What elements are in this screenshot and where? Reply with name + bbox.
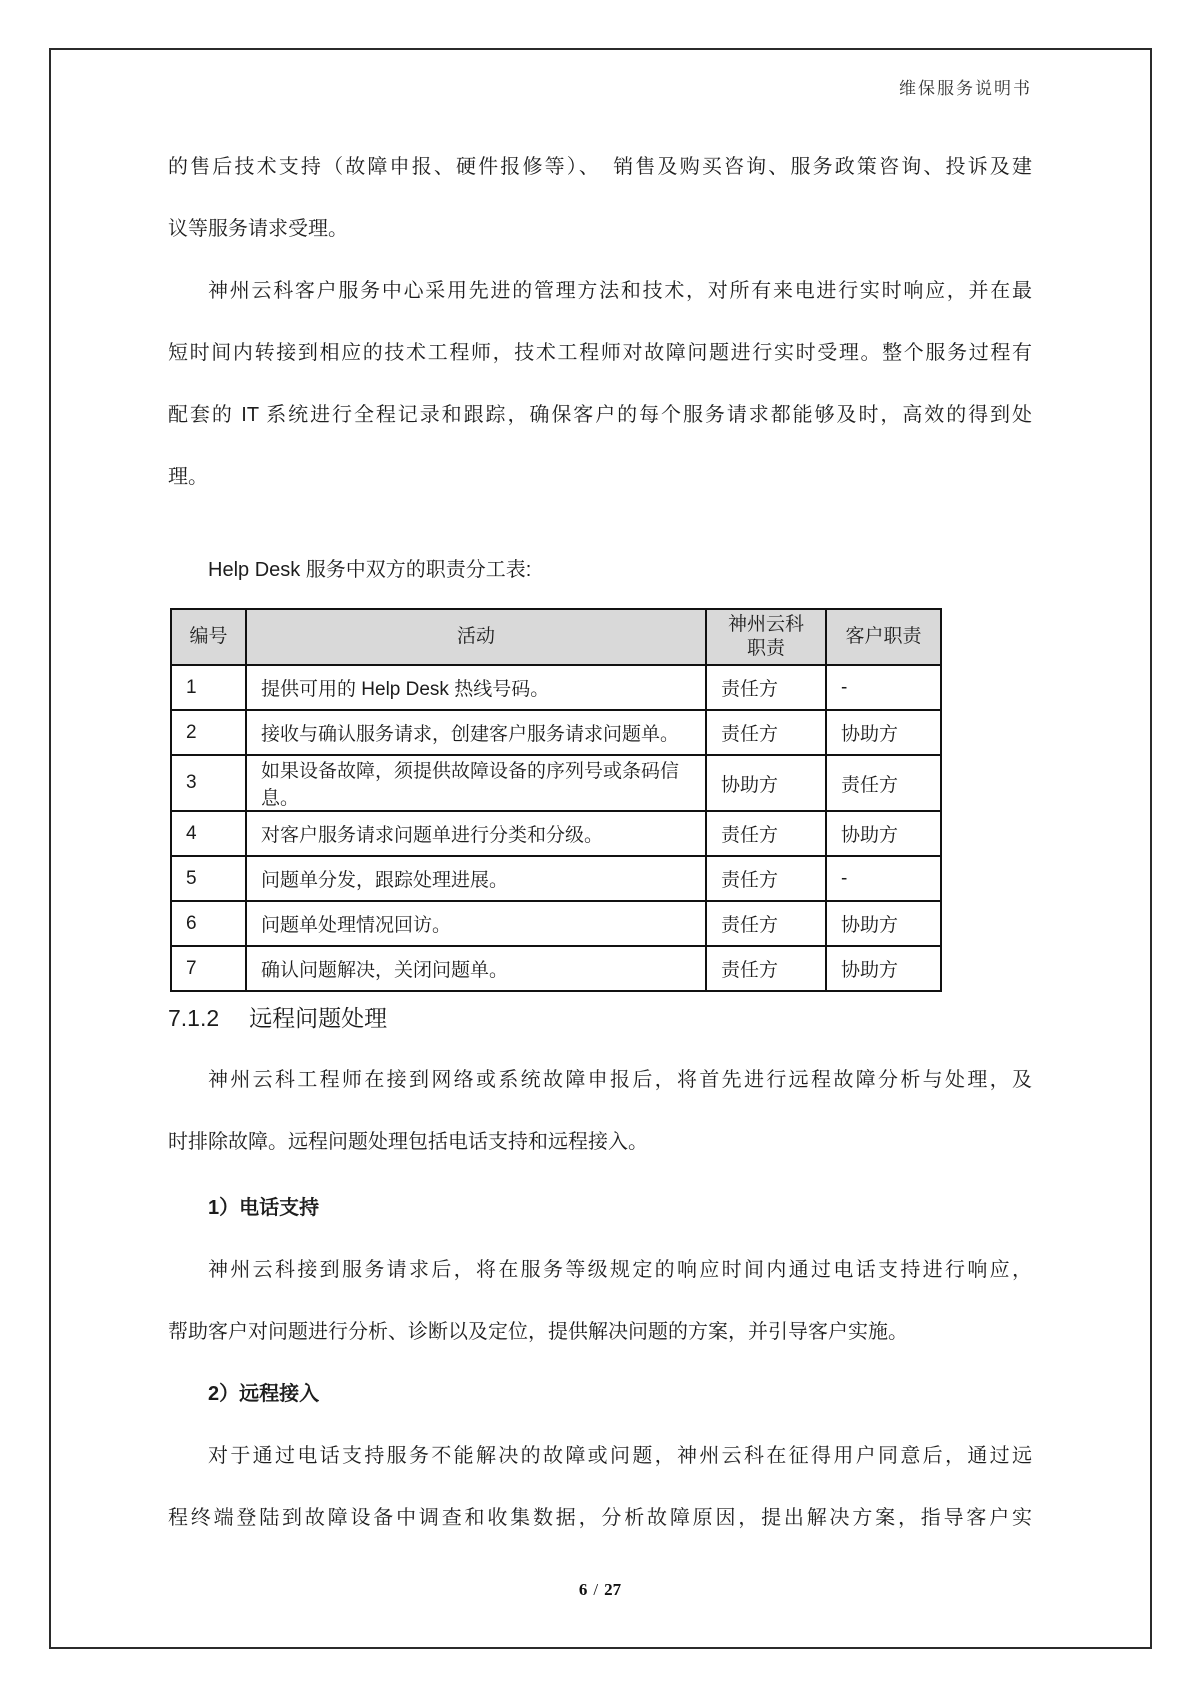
paragraph-service-requests bbox=[168, 136, 1032, 260]
paragraph-remote-access bbox=[168, 1425, 1032, 1549]
col-header-number: 编号 bbox=[171, 609, 246, 665]
col-header-yunke-line1: 神州云科 bbox=[727, 614, 804, 635]
cell-number: 3 bbox=[171, 755, 246, 811]
header-doc-title: 维保服务说明书 bbox=[899, 79, 1032, 98]
cell-activity: 问题单分发，跟踪处理进展。 bbox=[246, 856, 706, 901]
table-caption: Help Desk 服务中双方的职责分工表: bbox=[208, 559, 532, 581]
table-row bbox=[171, 811, 941, 856]
paragraph-line: 帮助客户对问题进行分析、诊断以及定位，提供解决问题的方案，并引导客户实施。 bbox=[168, 1321, 908, 1343]
paragraph-line: 程终端登陆到故障设备中调查和收集数据，分析故障原因，提出解决方案，指导客户实 bbox=[168, 1507, 1032, 1529]
cell-yunke-role: 责任方 bbox=[706, 665, 826, 710]
cell-activity: 提供可用的 Help Desk 热线号码。 bbox=[246, 665, 706, 710]
cell-activity: 问题单处理情况回访。 bbox=[246, 901, 706, 946]
table-row bbox=[171, 755, 941, 811]
cell-yunke-role: 责任方 bbox=[706, 946, 826, 991]
page-number: 6 bbox=[578, 1580, 588, 1599]
cell-yunke-role: 责任方 bbox=[706, 710, 826, 755]
cell-customer-role: 协助方 bbox=[826, 811, 941, 856]
cell-yunke-role: 协助方 bbox=[706, 755, 826, 811]
col-header-yunke bbox=[706, 609, 826, 665]
cell-number: 2 bbox=[171, 710, 246, 755]
paragraph-remote-intro bbox=[168, 1049, 1032, 1173]
paragraph-line: 时排除故障。远程问题处理包括电话支持和远程接入。 bbox=[168, 1131, 648, 1153]
table-row bbox=[171, 856, 941, 901]
subheading-remote-access: 2）远程接入 bbox=[208, 1383, 320, 1405]
cell-number: 6 bbox=[171, 901, 246, 946]
cell-yunke-role: 责任方 bbox=[706, 856, 826, 901]
cell-activity: 接收与确认服务请求，创建客户服务请求问题单。 bbox=[246, 710, 706, 755]
cell-yunke-role: 责任方 bbox=[706, 901, 826, 946]
table-row bbox=[171, 665, 941, 710]
paragraph-line: 理。 bbox=[168, 466, 208, 488]
col-header-activity: 活动 bbox=[246, 609, 706, 665]
cell-activity: 确认问题解决，关闭问题单。 bbox=[246, 946, 706, 991]
cell-number: 7 bbox=[171, 946, 246, 991]
paragraph-line: 对于通过电话支持服务不能解决的故障或问题，神州云科在征得用户同意后，通过远 bbox=[208, 1445, 1032, 1467]
cell-activity: 如果设备故障，须提供故障设备的序列号或条码信息。 bbox=[246, 755, 706, 811]
table-row bbox=[171, 946, 941, 991]
cell-number: 1 bbox=[171, 665, 246, 710]
col-header-yunke-line2: 职责 bbox=[746, 638, 785, 659]
paragraph-line: 短时间内转接到相应的技术工程师，技术工程师对故障问题进行实时受理。整个服务过程有 bbox=[168, 342, 1032, 364]
section-number: 7.1.2 bbox=[168, 1005, 220, 1031]
cell-number: 5 bbox=[171, 856, 246, 901]
paragraph-line: 配套的 IT 系统进行全程记录和跟踪，确保客户的每个服务请求都能够及时，高效的得到处 bbox=[168, 404, 1032, 426]
paragraph-line: 神州云科工程师在接到网络或系统故障申报后，将首先进行远程故障分析与处理，及 bbox=[208, 1069, 1032, 1091]
cell-activity: 对客户服务请求问题单进行分类和分级。 bbox=[246, 811, 706, 856]
page-total: 27 bbox=[604, 1580, 622, 1599]
cell-customer-role: 责任方 bbox=[826, 755, 941, 811]
paragraph-phone-support bbox=[168, 1239, 1032, 1363]
cell-yunke-role: 责任方 bbox=[706, 811, 826, 856]
cell-customer-role: 协助方 bbox=[826, 901, 941, 946]
subheading-phone-support: 1）电话支持 bbox=[208, 1197, 320, 1219]
paragraph-service-center bbox=[168, 260, 1032, 508]
section-heading-712 bbox=[168, 998, 387, 1038]
table-row bbox=[171, 901, 941, 946]
paragraph-line: 议等服务请求受理。 bbox=[168, 218, 348, 240]
cell-customer-role: - bbox=[826, 665, 941, 710]
cell-customer-role: 协助方 bbox=[826, 710, 941, 755]
paragraph-line: 的售后技术支持（故障申报、硬件报修等）、 销售及购买咨询、服务政策咨询、投诉及建 bbox=[168, 156, 1032, 178]
page-footer bbox=[0, 1580, 1200, 1600]
cell-customer-role: - bbox=[826, 856, 941, 901]
table-row bbox=[171, 710, 941, 755]
paragraph-line: 神州云科接到服务请求后，将在服务等级规定的响应时间内通过电话支持进行响应， bbox=[208, 1259, 1032, 1281]
section-title: 远程问题处理 bbox=[249, 1005, 388, 1031]
page-number-separator: / bbox=[593, 1580, 599, 1599]
col-header-customer: 客户职责 bbox=[826, 609, 941, 665]
table-header-row bbox=[171, 609, 941, 665]
responsibilities-table bbox=[170, 608, 942, 992]
cell-customer-role: 协助方 bbox=[826, 946, 941, 991]
cell-number: 4 bbox=[171, 811, 246, 856]
paragraph-line: 神州云科客户服务中心采用先进的管理方法和技术，对所有来电进行实时响应，并在最 bbox=[208, 280, 1032, 302]
